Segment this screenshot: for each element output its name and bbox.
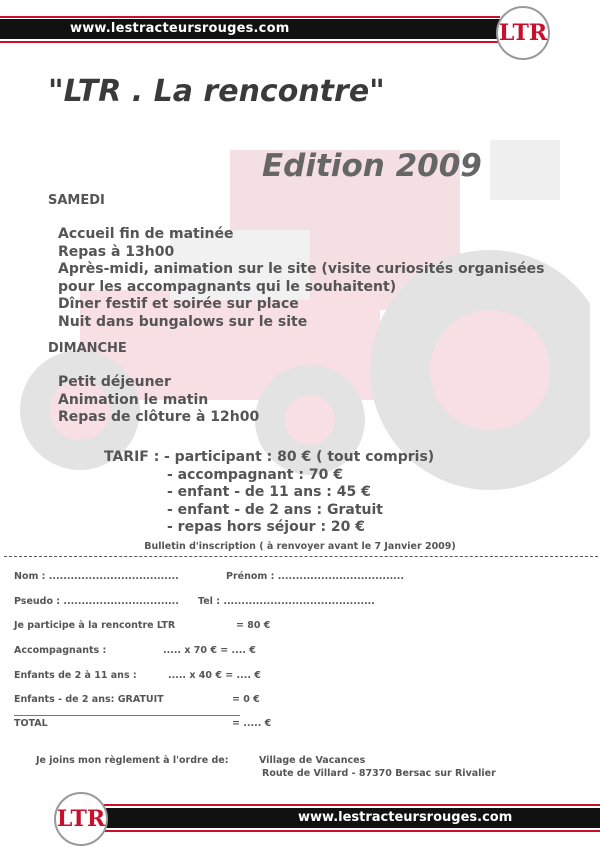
program-item: pour les accompagnants qui le souhaitent) bbox=[58, 278, 397, 295]
page-title: "LTR . La rencontre" bbox=[48, 74, 385, 109]
ltr-logo-bottom bbox=[54, 792, 108, 846]
total-separator bbox=[14, 715, 240, 716]
header-red-line-bottom bbox=[0, 41, 500, 43]
program-item: Après-midi, animation sur le site (visite curiosités organisées bbox=[58, 261, 545, 277]
enfants2-label: Enfants - de 2 ans: GRATUIT bbox=[14, 694, 164, 705]
participe-value: = 80 € bbox=[236, 620, 271, 631]
program-item: Animation le matin bbox=[58, 391, 209, 408]
accompagnants-calc[interactable]: ..... x 70 € = .... € bbox=[163, 645, 256, 656]
tarif-item: - accompagnant : 70 € bbox=[167, 466, 343, 483]
header-url[interactable]: www.lestracteursrouges.com bbox=[70, 21, 290, 36]
program-item: Dîner festif et soirée sur place bbox=[58, 296, 299, 312]
header-black-band bbox=[0, 19, 500, 39]
tarif-label: TARIF : bbox=[104, 449, 160, 465]
enfants2-value: = 0 € bbox=[232, 694, 260, 705]
header-bar bbox=[0, 16, 500, 44]
tarif-item: - enfant - de 2 ans : Gratuit bbox=[167, 501, 383, 518]
tarif-item: - repas hors séjour : 20 € bbox=[167, 519, 366, 535]
enfants-label: Enfants de 2 à 11 ans : bbox=[14, 670, 137, 681]
participe-label: Je participe à la rencontre LTR bbox=[14, 620, 176, 631]
nom-field[interactable]: Nom : .................................... bbox=[14, 571, 179, 582]
program-item: Repas de clôture à 12h00 bbox=[58, 409, 260, 425]
tel-field[interactable]: Tel : .......................................... bbox=[198, 596, 375, 607]
total-value[interactable]: = ..... € bbox=[232, 718, 272, 729]
ltr-logo-top bbox=[496, 6, 550, 60]
dimanche-program bbox=[58, 374, 259, 427]
payee-name: Village de Vacances bbox=[259, 755, 366, 766]
samedi-program bbox=[58, 226, 544, 331]
tarif-item: - participant : 80 € ( tout compris) bbox=[164, 449, 435, 465]
prenom-field[interactable]: Prénom : ................................... bbox=[226, 571, 405, 582]
total-label: TOTAL bbox=[14, 718, 48, 729]
pseudo-field[interactable]: Pseudo : ................................ bbox=[14, 596, 179, 607]
footer-bar bbox=[100, 804, 600, 832]
accompagnants-label: Accompagnants : bbox=[14, 645, 107, 656]
edition-title: Edition 2009 bbox=[262, 148, 482, 184]
program-item: Nuit dans bungalows sur le site bbox=[58, 313, 308, 330]
program-item: Accueil fin de matinée bbox=[58, 226, 234, 242]
logo-letters: LTR bbox=[56, 806, 106, 832]
cut-line bbox=[4, 556, 598, 557]
dimanche-heading: DIMANCHE bbox=[48, 341, 127, 356]
bulletin-heading: Bulletin d'inscription ( à renvoyer avant le 7 Janvier 2009) bbox=[144, 541, 456, 552]
footer-url[interactable]: www.lestracteursrouges.com bbox=[298, 810, 513, 825]
footer-black-band bbox=[100, 808, 600, 828]
footer-red-line-top bbox=[100, 804, 600, 806]
program-item: Repas à 13h00 bbox=[58, 243, 175, 260]
samedi-heading: SAMEDI bbox=[48, 193, 105, 208]
tarif-list bbox=[164, 449, 434, 537]
enfants-calc[interactable]: ..... x 40 € = .... € bbox=[168, 670, 261, 681]
tarif-item: - enfant - de 11 ans : 45 € bbox=[167, 484, 371, 500]
header-red-line-top bbox=[0, 16, 500, 18]
program-item: Petit déjeuner bbox=[58, 374, 171, 390]
reglement-label: Je joins mon règlement à l'ordre de: bbox=[36, 755, 229, 766]
footer-red-line-bottom bbox=[100, 830, 600, 832]
logo-letters: LTR bbox=[498, 20, 548, 46]
payee-address: Route de Villard - 87370 Bersac sur Rivalier bbox=[262, 768, 496, 779]
